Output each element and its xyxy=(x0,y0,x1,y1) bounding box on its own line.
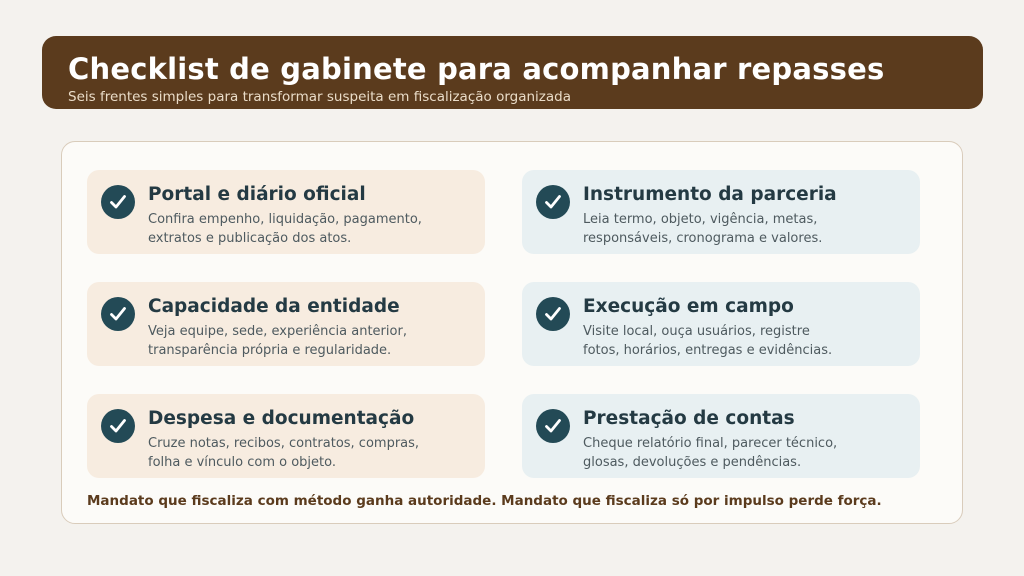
header-banner xyxy=(42,36,983,109)
card-description: Confira empenho, liquidação, pagamento, extratos e publicação dos atos. xyxy=(148,212,422,246)
card-description: Cheque relatório final, parecer técnico, glosas, devoluções e pendências. xyxy=(583,436,838,470)
check-circle-icon xyxy=(101,409,135,443)
check-circle-icon xyxy=(536,185,570,219)
checklist-card-instrumento xyxy=(522,170,920,254)
card-title: Despesa e documentação xyxy=(148,408,415,429)
check-circle-icon xyxy=(101,185,135,219)
page-subtitle: Seis frentes simples para transformar suspeita em fiscalização organizada xyxy=(68,89,571,105)
checklist-card-prestacao xyxy=(522,394,920,478)
checklist-card-execucao xyxy=(522,282,920,366)
checklist-panel xyxy=(61,141,963,524)
card-description: Leia termo, objeto, vigência, metas, responsáveis, cronograma e valores. xyxy=(583,212,823,246)
card-description: Cruze notas, recibos, contratos, compras, folha e vínculo com o objeto. xyxy=(148,436,420,470)
footer-tagline: Mandato que fiscaliza com método ganha autoridade. Mandato que fiscaliza só por impulso perde força. xyxy=(87,493,882,509)
check-circle-icon xyxy=(536,409,570,443)
card-title: Portal e diário oficial xyxy=(148,184,366,205)
card-description: Visite local, ouça usuários, registre fotos, horários, entregas e evidências. xyxy=(583,324,833,358)
checklist-card-capacidade xyxy=(87,282,485,366)
card-title: Instrumento da parceria xyxy=(583,184,837,205)
check-circle-icon xyxy=(536,297,570,331)
page-title: Checklist de gabinete para acompanhar repasses xyxy=(68,52,885,86)
card-description: Veja equipe, sede, experiência anterior, transparência própria e regularidade. xyxy=(148,324,407,358)
check-circle-icon xyxy=(101,297,135,331)
card-title: Prestação de contas xyxy=(583,408,795,429)
card-title: Capacidade da entidade xyxy=(148,296,400,317)
checklist-card-portal xyxy=(87,170,485,254)
checklist-card-despesa xyxy=(87,394,485,478)
card-title: Execução em campo xyxy=(583,296,794,317)
